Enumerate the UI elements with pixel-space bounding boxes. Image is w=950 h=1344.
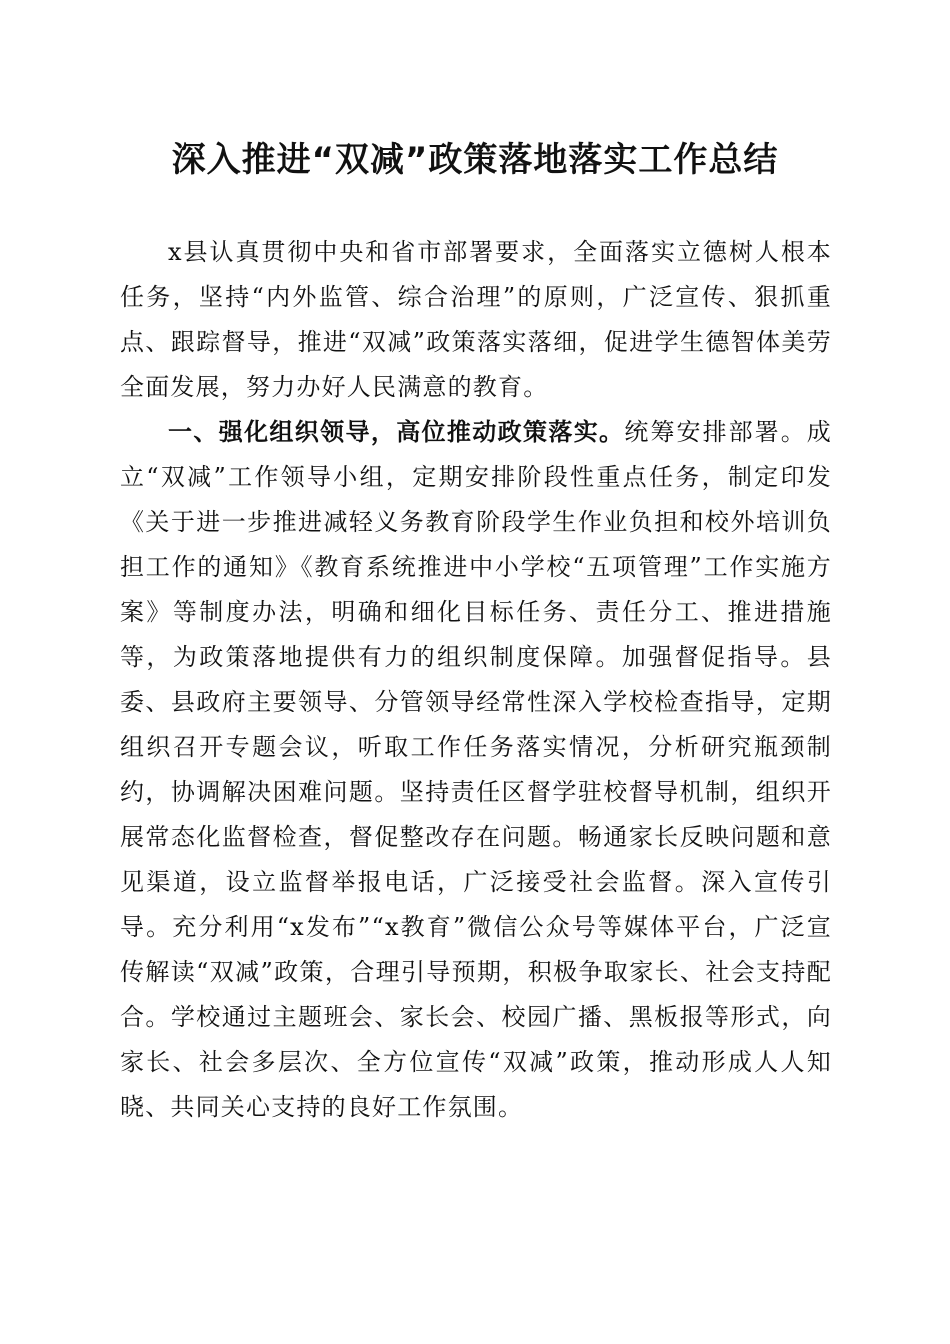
section-one-heading: 一、强化组织领导，高位推动政策落实。 — [168, 418, 625, 446]
intro-paragraph — [120, 230, 832, 410]
intro-paragraph-text: x县认真贯彻中央和省市部署要求，全面落实立德树人根本任务，坚持“内外监管、综合治理”的原则，广泛宣传、狠抓重点、跟踪督导，推进“双减”政策落实落细，促进学生德智体美劳全面发展，努力办好人民满意的教育。 — [120, 238, 832, 401]
document-title: 深入推进“双减”政策落地落实工作总结 — [171, 140, 779, 180]
document-body — [120, 230, 832, 1130]
section-one-paragraph — [120, 410, 832, 1130]
section-one-text: 统筹安排部署。成立“双减”工作领导小组，定期安排阶段性重点任务，制定印发《关于进一步推进减轻义务教育阶段学生作业负担和校外培训负担工作的通知》《教育系统推进中小学校“五项管理”工作实施方案》等制度办法，明确和细化目标任务、责任分工、推进措施等，为政策落地提供有力的组织制度保障。加强督促指导。县委、县政府主要领导、分管领导经常性深入学校检查指导，定期组织召开专题会议，听取工作任务落实情况，分析研究瓶颈制约，协调解决困难问题。坚持责任区督学驻校督导机制，组织开展常态化监督检查，督促整改存在问题。畅通家长反映问题和意见渠道，设立监督举报电话，广泛接受社会监督。深入宣传引导。充分利用“x发布”“x教育”微信公众号等媒体平台，广泛宣传解读“双减”政策，合理引导预期，积极争取家长、社会支持配合。学校通过主题班会、家长会、校园广播、黑板报等形式，向家长、社会多层次、全方位宣传“双减”政策，推动形成人人知晓、共同关心支持的良好工作氛围。 — [120, 418, 832, 1121]
